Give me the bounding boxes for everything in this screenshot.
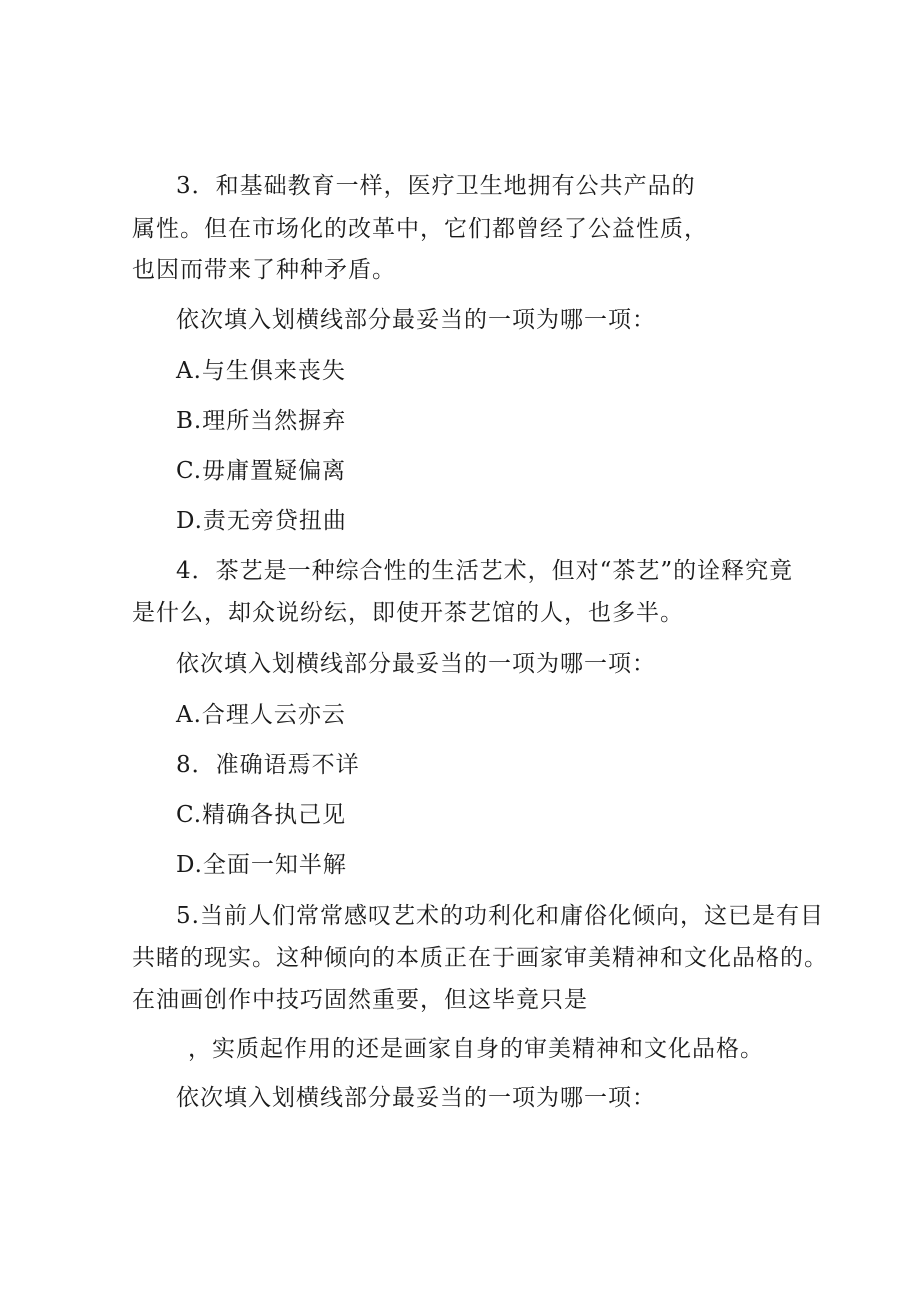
q5-line-3: 在油画创作中技巧固然重要，但这毕竟只是: [132, 987, 588, 1013]
q3-line-1: 3．和基础教育一样，医疗卫生地拥有公共产品的: [176, 173, 696, 199]
q3-option-d: D.责无旁贷扭曲: [176, 508, 347, 534]
q5-prompt: 依次填入划横线部分最妥当的一项为哪一项：: [176, 1085, 656, 1111]
q4-option-b: 8．准确语焉不详: [176, 752, 360, 778]
q3-option-c: C.毋庸置疑偏离: [176, 458, 347, 484]
q4-line-2: 是什么，却众说纷纭，即使开茶艺馆的人，也多半。: [132, 600, 684, 626]
q4-option-c: C.精确各执己见: [176, 802, 347, 828]
q4-line-1: 4．茶艺是一种综合性的生活艺术，但对“茶艺”的诠释究竟: [176, 558, 794, 584]
q4-option-d: D.全面一知半解: [176, 852, 347, 878]
q3-line-2: 属性。但在市场化的改革中，它们都曾经了公益性质，: [132, 216, 708, 242]
q3-prompt: 依次填入划横线部分最妥当的一项为哪一项：: [176, 307, 656, 333]
q5-line-4: ，实质起作用的还是画家自身的审美精神和文化品格。: [188, 1036, 764, 1062]
q4-option-a: A.合理人云亦云: [176, 702, 346, 728]
q5-line-2: 共睹的现实。这种倾向的本质正在于画家审美精神和文化品格的。: [132, 945, 828, 971]
q5-line-1: 5.当前人们常常感叹艺术的功利化和庸俗化倾向，这已是有目: [176, 903, 824, 929]
q3-line-3: 也因而带来了种种矛盾。: [132, 257, 396, 283]
q4-prompt: 依次填入划横线部分最妥当的一项为哪一项：: [176, 651, 656, 677]
q3-option-b: B.理所当然摒弃: [176, 408, 347, 434]
q3-option-a: A.与生俱来丧失: [176, 358, 346, 384]
